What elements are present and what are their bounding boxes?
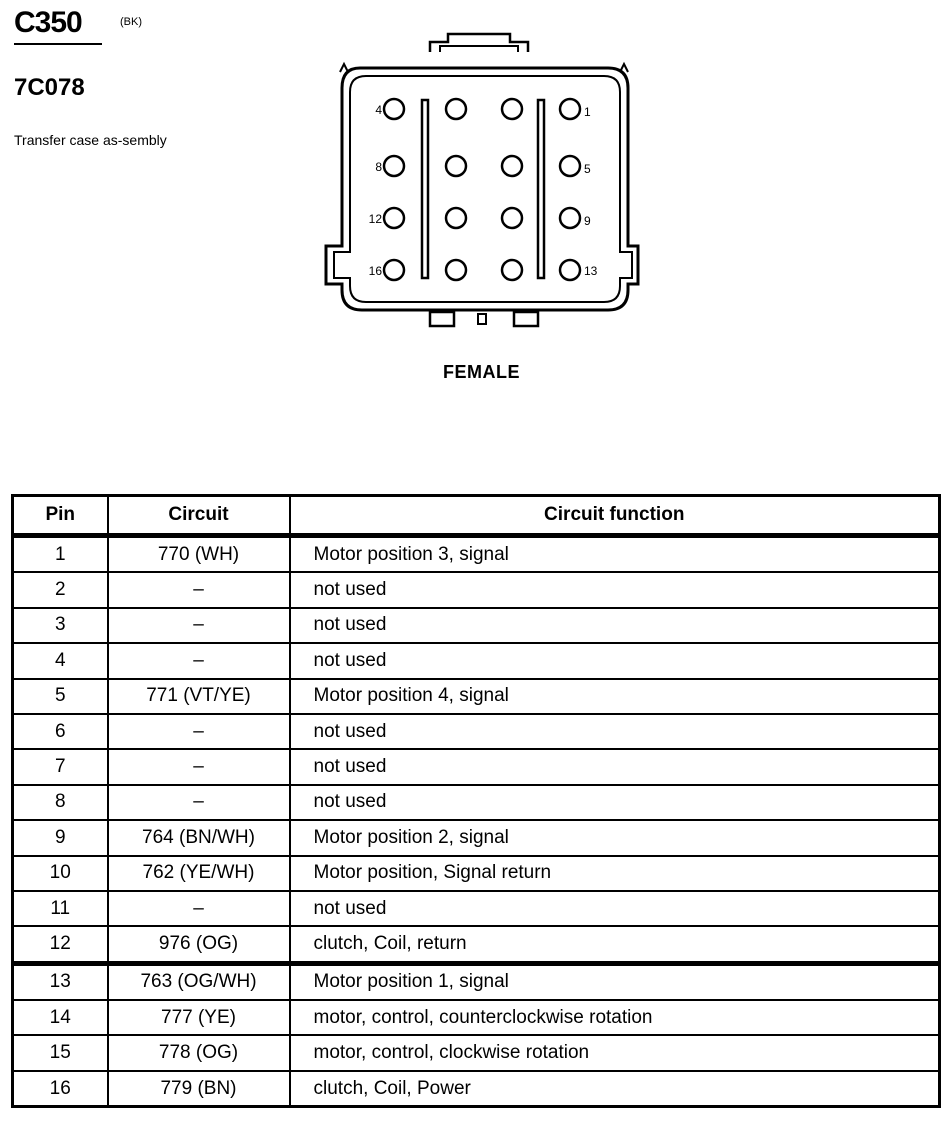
cell-function: motor, control, clockwise rotation bbox=[290, 1035, 940, 1070]
pinout-table-body bbox=[13, 536, 940, 1107]
bottom-key-left bbox=[430, 312, 454, 326]
cell-pin: 14 bbox=[13, 1000, 108, 1035]
cell-pin: 2 bbox=[13, 572, 108, 607]
table-row bbox=[13, 749, 940, 784]
pin-cavity bbox=[446, 260, 466, 280]
cell-circuit: 770 (WH) bbox=[108, 536, 290, 573]
table-row bbox=[13, 1035, 940, 1070]
cell-circuit: 778 (OG) bbox=[108, 1035, 290, 1070]
cell-function: not used bbox=[290, 749, 940, 784]
pin-cavity bbox=[502, 156, 522, 176]
cell-circuit: 762 (YE/WH) bbox=[108, 856, 290, 891]
cell-circuit: 764 (BN/WH) bbox=[108, 820, 290, 855]
table-row bbox=[13, 785, 940, 820]
cell-circuit: – bbox=[108, 749, 290, 784]
part-number: 7C078 bbox=[14, 74, 85, 101]
cell-pin: 11 bbox=[13, 891, 108, 926]
cell-circuit: – bbox=[108, 608, 290, 643]
cell-pin: 15 bbox=[13, 1035, 108, 1070]
cell-pin: 3 bbox=[13, 608, 108, 643]
table-row bbox=[13, 608, 940, 643]
connector-description: Transfer case as-sembly bbox=[14, 132, 167, 148]
cell-circuit: – bbox=[108, 891, 290, 926]
cell-pin: 12 bbox=[13, 926, 108, 963]
cell-function: not used bbox=[290, 608, 940, 643]
connector-id: C350 bbox=[14, 6, 82, 39]
table-row bbox=[13, 714, 940, 749]
pin-label: 12 bbox=[368, 212, 382, 226]
cell-pin: 13 bbox=[13, 963, 108, 1000]
pin-cavity bbox=[560, 99, 580, 119]
cell-function: Motor position, Signal return bbox=[290, 856, 940, 891]
pin-cavity bbox=[446, 156, 466, 176]
pin-label: 4 bbox=[375, 103, 382, 117]
cell-function: clutch, Coil, Power bbox=[290, 1071, 940, 1107]
cell-function: not used bbox=[290, 643, 940, 678]
pin-cavity bbox=[560, 260, 580, 280]
table-row bbox=[13, 679, 940, 714]
cell-pin: 1 bbox=[13, 536, 108, 573]
cell-circuit: – bbox=[108, 572, 290, 607]
header-circuit: Circuit bbox=[108, 496, 290, 536]
table-row bbox=[13, 1071, 940, 1107]
pin-cavity bbox=[560, 208, 580, 228]
pin-cavity bbox=[384, 99, 404, 119]
cell-pin: 8 bbox=[13, 785, 108, 820]
pin-label: 9 bbox=[584, 214, 591, 228]
cell-pin: 9 bbox=[13, 820, 108, 855]
table-row bbox=[13, 926, 940, 963]
cavity-divider-left bbox=[422, 100, 428, 278]
table-row bbox=[13, 963, 940, 1000]
header-circuit-function: Circuit function bbox=[290, 496, 940, 536]
cell-circuit: 777 (YE) bbox=[108, 1000, 290, 1035]
cell-function: not used bbox=[290, 891, 940, 926]
header-pin: Pin bbox=[13, 496, 108, 536]
cell-function: Motor position 3, signal bbox=[290, 536, 940, 573]
pin-cavity bbox=[384, 260, 404, 280]
connector-gender-label: FEMALE bbox=[443, 362, 520, 382]
cell-pin: 4 bbox=[13, 643, 108, 678]
table-header-row bbox=[13, 496, 940, 536]
pin-label: 8 bbox=[375, 160, 382, 174]
connector-face-diagram bbox=[320, 28, 640, 338]
cell-pin: 7 bbox=[13, 749, 108, 784]
cell-pin: 5 bbox=[13, 679, 108, 714]
cell-function: clutch, Coil, return bbox=[290, 926, 940, 963]
cavity-divider-right bbox=[538, 100, 544, 278]
cell-function: Motor position 1, signal bbox=[290, 963, 940, 1000]
table-row bbox=[13, 820, 940, 855]
cell-function: Motor position 4, signal bbox=[290, 679, 940, 714]
pin-cavity bbox=[560, 156, 580, 176]
cell-circuit: 976 (OG) bbox=[108, 926, 290, 963]
pin-cavity bbox=[502, 260, 522, 280]
cell-function: motor, control, counterclockwise rotation bbox=[290, 1000, 940, 1035]
table-row bbox=[13, 572, 940, 607]
pin-cavity bbox=[446, 99, 466, 119]
cell-circuit: 763 (OG/WH) bbox=[108, 963, 290, 1000]
cell-pin: 6 bbox=[13, 714, 108, 749]
bottom-key-center bbox=[478, 314, 486, 324]
cell-circuit: 779 (BN) bbox=[108, 1071, 290, 1107]
pin-cavity bbox=[384, 156, 404, 176]
table-row bbox=[13, 643, 940, 678]
connector-id-underline bbox=[14, 43, 102, 45]
cell-circuit: – bbox=[108, 714, 290, 749]
pinout-table bbox=[11, 494, 941, 1108]
pin-cavity bbox=[446, 208, 466, 228]
cell-function: not used bbox=[290, 714, 940, 749]
connector-color-code: (BK) bbox=[120, 16, 142, 28]
cell-circuit: – bbox=[108, 785, 290, 820]
pin-label: 13 bbox=[584, 264, 598, 278]
cell-circuit: 771 (VT/YE) bbox=[108, 679, 290, 714]
table-row bbox=[13, 1000, 940, 1035]
table-row bbox=[13, 891, 940, 926]
bottom-key-right bbox=[514, 312, 538, 326]
connector-latch bbox=[430, 34, 528, 52]
cell-pin: 16 bbox=[13, 1071, 108, 1107]
table-row bbox=[13, 536, 940, 573]
pin-cavity bbox=[502, 208, 522, 228]
cell-function: not used bbox=[290, 572, 940, 607]
pin-cavity bbox=[502, 99, 522, 119]
cell-pin: 10 bbox=[13, 856, 108, 891]
cell-circuit: – bbox=[108, 643, 290, 678]
table-row bbox=[13, 856, 940, 891]
pin-label: 5 bbox=[584, 162, 591, 176]
pin-cavity bbox=[384, 208, 404, 228]
pin-label: 1 bbox=[584, 105, 591, 119]
cell-function: not used bbox=[290, 785, 940, 820]
pin-label: 16 bbox=[368, 264, 382, 278]
pin-cavities bbox=[384, 99, 580, 280]
cell-function: Motor position 2, signal bbox=[290, 820, 940, 855]
